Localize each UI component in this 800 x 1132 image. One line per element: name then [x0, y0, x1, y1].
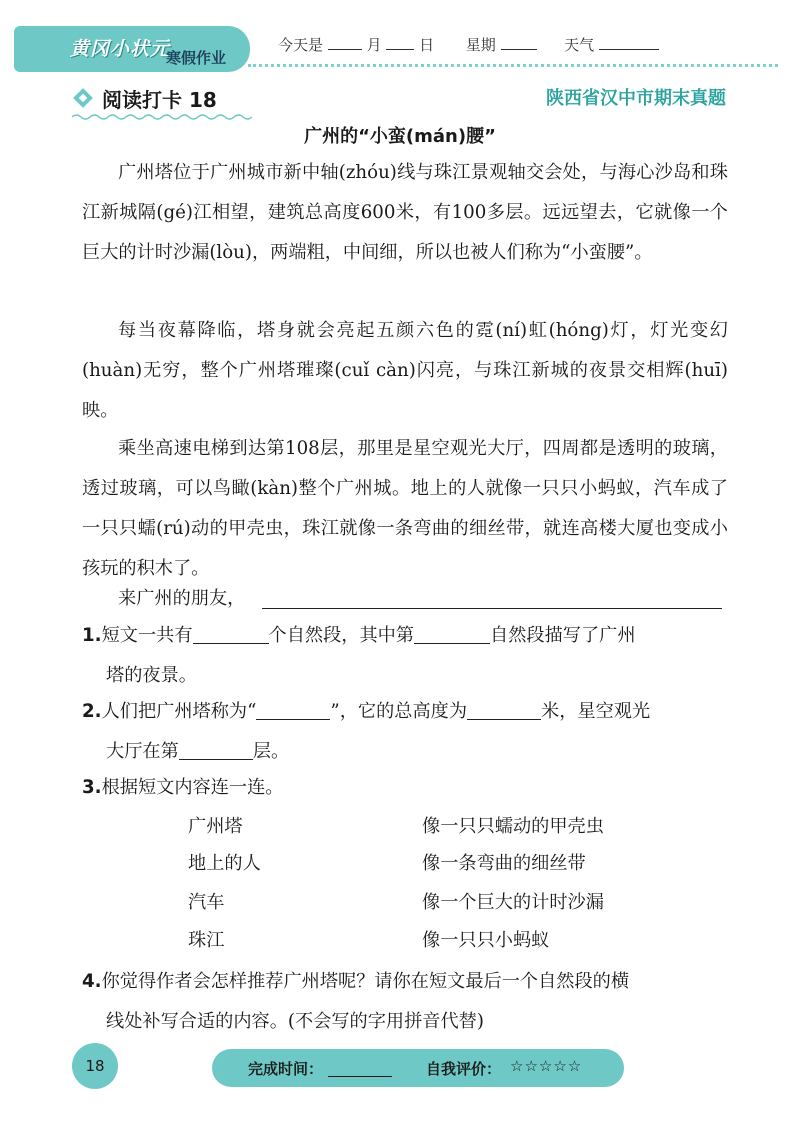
question-text: 线处补写合适的内容。(不会写的字用拼音代替): [106, 1011, 484, 1032]
question-text: ”，它的总高度为: [330, 701, 468, 722]
question-4: [82, 962, 728, 1042]
wave-underline: [72, 113, 252, 121]
brand-logo: 黄冈小状元: [70, 38, 171, 60]
exam-source: 陕西省汉中市期末真题: [546, 88, 726, 109]
self-eval-label: 自我评价：: [426, 1060, 502, 1078]
answer-blank[interactable]: [256, 696, 330, 720]
date-prefix: 今天是: [278, 36, 324, 54]
match-left-item[interactable]: 珠江: [188, 930, 225, 951]
question-number: 2.: [82, 701, 102, 722]
question-text: 层。: [252, 741, 290, 762]
question-text: 自然段描写了广州: [490, 625, 636, 646]
answer-line[interactable]: [262, 608, 722, 609]
question-text: 根据短文内容连一连。: [101, 777, 284, 798]
weekday-blank[interactable]: [501, 36, 537, 50]
question-text: 人们把广州塔称为“: [101, 701, 257, 722]
header-divider: [248, 64, 778, 67]
match-right-item[interactable]: 像一条弯曲的细丝带: [422, 853, 586, 874]
article-title: 广州的“小蛮(mán)腰”: [304, 126, 496, 147]
article-paragraph-2: 每当夜幕降临，塔身就会亮起五颜六色的霓(ní)虹(hóng)灯，灯光变幻(huàn)无穷，整个广州塔璀璨(cuǐ càn)闪亮，与珠江新城的夜景交相辉(huī)映。: [82, 320, 728, 421]
day-label: 日: [419, 36, 435, 54]
question-text: 塔的夜景。: [106, 665, 197, 686]
answer-blank[interactable]: [467, 696, 541, 720]
question-number: 1.: [82, 625, 102, 646]
weekday-label: 星期: [465, 36, 496, 54]
match-right-item[interactable]: 像一只只蠕动的甲壳虫: [422, 816, 604, 837]
match-right-item[interactable]: 像一个巨大的计时沙漏: [422, 892, 604, 913]
last-line-text: 来广州的朋友，: [118, 588, 246, 609]
answer-blank[interactable]: [414, 620, 490, 644]
question-text: 大厅在第: [106, 741, 179, 762]
article-paragraph-3: 乘坐高速电梯到达第108层，那里是星空观光大厅，四周都是透明的玻璃，透过玻璃，可以鸟瞰(kàn)整个广州城。地上的人就像一只只小蚂蚁，汽车成了一只只蠕(rú)动的甲壳虫，珠江就像一条弯曲的细丝带，就连高楼大厦也变成小孩玩的积木了。: [82, 438, 728, 579]
day-blank[interactable]: [386, 36, 414, 50]
weather-label: 天气: [564, 36, 595, 54]
question-2: [82, 692, 728, 772]
question-text: 短文一共有: [101, 625, 193, 646]
article-last-line: [118, 584, 245, 614]
date-line: [278, 34, 659, 55]
answer-blank[interactable]: [193, 620, 269, 644]
footer-bar: [212, 1049, 624, 1087]
question-number: 3.: [82, 777, 102, 798]
section-title: 阅读打卡 18: [102, 88, 217, 112]
month-label: 月: [366, 36, 382, 54]
question-text: 个自然段，其中第: [268, 625, 415, 646]
answer-blank[interactable]: [179, 736, 253, 760]
page-number: 18: [72, 1043, 118, 1089]
question-1: [82, 616, 728, 696]
match-left-item[interactable]: 汽车: [188, 892, 225, 913]
match-right-item[interactable]: 像一只只小蚂蚁: [422, 930, 550, 951]
completion-time-blank[interactable]: [328, 1076, 392, 1077]
question-3: [82, 768, 728, 808]
question-text: 米，星空观光: [541, 701, 651, 722]
month-blank[interactable]: [328, 36, 362, 50]
brand-subtitle: 寒假作业: [166, 49, 227, 67]
question-text: 你觉得作者会怎样推荐广州塔呢？请你在短文最后一个自然段的横: [101, 971, 630, 992]
article-paragraph-1: 广州塔位于广州城市新中轴(zhóu)线与珠江景观轴交会处，与海心沙岛和珠江新城隔(gé)江相望，建筑总高度600米，有100多层。远远望去，它就像一个巨大的计时沙漏(lòu)，两端粗，中间细，所以也被人们称为“小蛮腰”。: [82, 162, 728, 263]
weather-blank[interactable]: [599, 36, 659, 50]
match-left-item[interactable]: 广州塔: [188, 816, 243, 837]
star-rating-icon[interactable]: ☆☆☆☆☆: [510, 1057, 583, 1075]
question-number: 4.: [82, 971, 102, 992]
match-left-item[interactable]: 地上的人: [188, 853, 261, 874]
completion-time-label: 完成时间：: [248, 1060, 324, 1078]
